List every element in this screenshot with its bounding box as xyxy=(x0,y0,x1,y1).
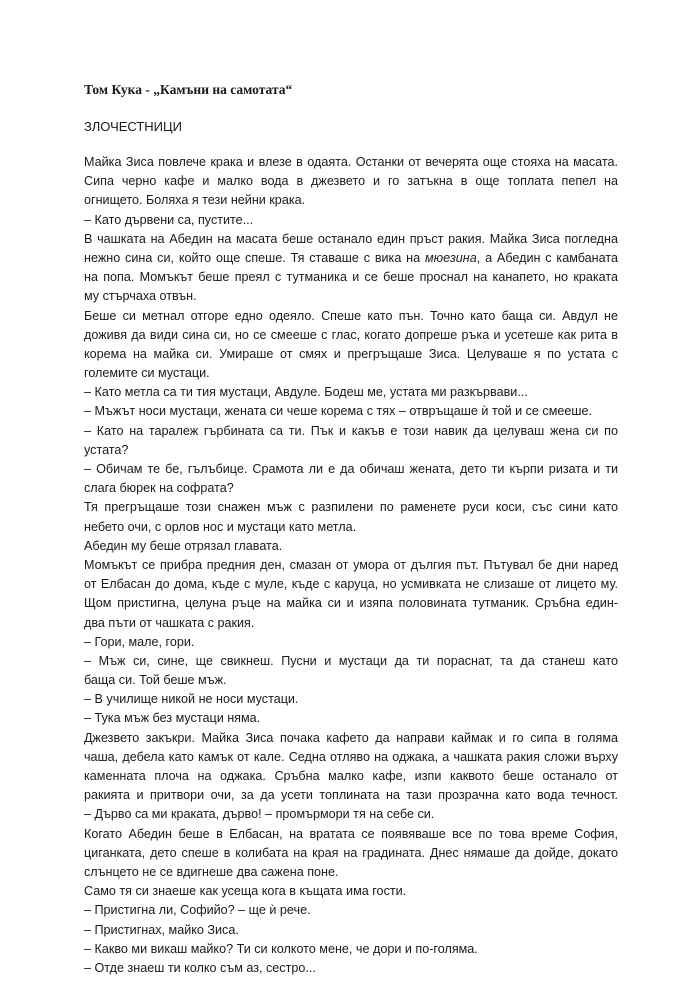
text-line: два пъти от чашката с ракия. xyxy=(84,615,255,630)
text-line: небето очи, с орлов нос и мустаци като метла. xyxy=(84,519,357,534)
text-line: доживя да види сина си, но се смееше с глас, когато допреше ръка и усетеше как рита в xyxy=(84,327,618,342)
text-line: Сипа черно кафе и малко вода в джезвето и го затъкна в още топлата пепел на xyxy=(84,174,618,189)
text-line: – Гори, мале, гори. xyxy=(84,634,195,649)
text-line: – Пристигна ли, Софийо? – ще ѝ рече. xyxy=(84,903,311,918)
text-line: – Като на таралеж гърбината са ти. Пък и какъв е този навик да целуваш жена си по xyxy=(84,423,618,438)
text-line: нежно сина си, който още спеше. Тя ставаше с вика на мюезина, а Абедин с камбаната xyxy=(84,250,618,265)
text-line: корема на майка си. Умираше от смях и прегръщаше Зиса. Целуваше я по устата с xyxy=(84,346,618,361)
text-line: на попа. Момъкът беше преял с тутманика и се беше проснал на канапето, но краката xyxy=(84,270,618,285)
body-text xyxy=(84,153,618,978)
text-line: Беше си метнал отгоре едно одеяло. Спеше като пън. Точно като баща си. Авдул не xyxy=(84,308,618,323)
text-line: циганката, дето спеше в колибата на края на градината. Днес нямаше да дойде, докато xyxy=(84,845,618,860)
text-line: – Дърво са ми краката, дърво! – промърмори тя на себе си. xyxy=(84,807,435,822)
text-line: – Какво ми викаш майко? Ти си колкото мене, че дори и по-голяма. xyxy=(84,941,478,956)
text-line: – Тука мъж без мустаци няма. xyxy=(84,711,261,726)
text-line: – Мъж си, сине, ще свикнеш. Пусни и мустаци да ти пораснат, та да станеш като xyxy=(84,653,618,668)
text-line: – Като метла са ти тия мустаци, Авдуле. Бодеш ме, устата ми разкървави... xyxy=(84,385,528,400)
text-line: каменната плоча на оджака. Сръбна малко кафе, изпи каквото беше останало от xyxy=(84,769,618,783)
text-line: – Като дървени са, пустите... xyxy=(84,212,254,227)
text-line: слънцето не се вдигнеше два сажена поне. xyxy=(84,864,339,879)
text-line: Абедин му беше отрязал главата. xyxy=(84,538,283,553)
text-line: слага бюрек на софрата? xyxy=(84,481,234,496)
text-line: големите си мустаци. xyxy=(84,366,210,381)
text-line: – Обичам те бе, гълъбице. Срамота ли е да обичаш жената, дето ти кърпи ризата и ти xyxy=(84,462,618,476)
text-line: баща си. Той беше мъж. xyxy=(84,673,227,688)
text-line: Момъкът се прибра предния ден, смазан от умора от дългия път. Пътувал бе дни наред xyxy=(84,557,618,572)
text-line: чаша, дебела като камък от кале. Седна отляво на оджака, а чашката ракия сложи върху xyxy=(84,749,618,764)
text-line: Щом пристигна, целуна ръце на майка си и изяпа половината тутманик. Сръбна един- xyxy=(84,596,618,611)
text-line: Майка Зиса повлече крака и влезе в одаята. Останки от вечерята още стояха на масата. xyxy=(84,155,618,169)
text-line: – В училище никой не носи мустаци. xyxy=(84,692,299,707)
text-line: Джезвето закъкри. Майка Зиса почака кафето да направи каймак и го сипа в голяма xyxy=(84,730,618,745)
text-line: В чашката на Абедин на масата беше останало един пръст ракия. Майка Зиса погледна xyxy=(84,231,618,246)
text-line: Когато Абедин беше в Елбасан, на вратата се появяваше все по това време София, xyxy=(84,826,618,841)
text-line: – Мъжът носи мустаци, жената си чеше корема с тях – отвръщаше ѝ той и се смееше. xyxy=(84,404,593,419)
text-line: ракията и притвори очи, за да усети топлината на тази прозрачна като вода течност. xyxy=(84,788,618,803)
chapter-heading: ЗЛОЧЕСТНИЦИ xyxy=(84,119,182,134)
text-line: огнището. Боляха я тези нейни крака. xyxy=(84,193,306,208)
text-line: – Пристигнах, майко Зиса. xyxy=(84,922,239,937)
text-line: му стърчаха отвън. xyxy=(84,289,197,304)
text-line: устата? xyxy=(84,442,129,457)
document-title: Том Кука - „Камъни на самотата“ xyxy=(84,82,293,97)
text-line: от Елбасан до дома, къде с муле, къде с каруца, но усмивката не слизаше от лицето му. xyxy=(84,577,618,592)
text-line: Само тя си знаеше как усеща кога в къщата има гости. xyxy=(84,884,407,899)
text-line: Тя прегръщаше този снажен мъж с разпилени по раменете руси коси, със сини като xyxy=(84,500,618,515)
text-line: – Отде знаеш ти колко съм аз, сестро... xyxy=(84,960,316,975)
